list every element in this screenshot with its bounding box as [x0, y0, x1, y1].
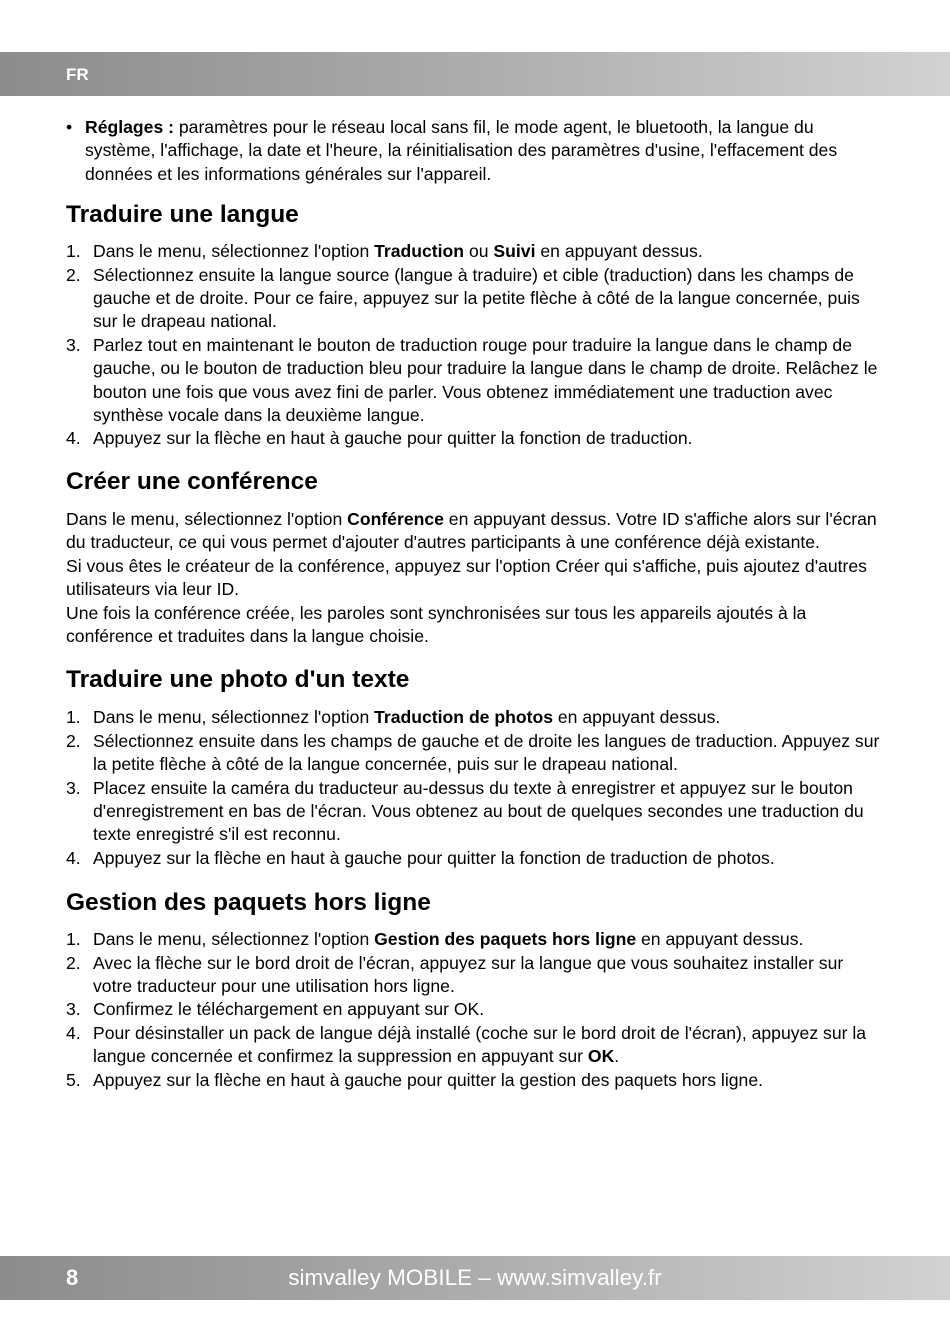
- list-item: 3. Confirmez le téléchargement en appuyant sur OK.: [66, 999, 485, 1020]
- conference-paragraph-3: Une fois la conférence créée, les paroles sont synchronisées sur tous les appareils ajoutés à la conférence et traduites dans la langue choisie.: [66, 602, 807, 646]
- page-content: [66, 116, 886, 1092]
- header-bar: [0, 52, 950, 96]
- bullet-text: paramètres pour le réseau local sans fil, le mode agent, le bluetooth, la langue du système, l'affichage, la date et l'heure, la réinitialisation des paramètres d'usine, l'effacement des données et les informations générales sur l'appareil.: [85, 117, 838, 184]
- section-title-conference: Créer une conférence: [66, 467, 318, 495]
- list-item: 4. Appuyez sur la flèche en haut à gauche pour quitter la fonction de traduction.: [66, 428, 693, 449]
- settings-bullet: [66, 116, 886, 186]
- bullet-icon: •: [66, 117, 73, 137]
- list-item: 1. Dans le menu, sélectionnez l'option Traduction de photos en appuyant dessus.: [66, 707, 721, 728]
- conference-paragraph-2: Si vous êtes le créateur de la conférence, appuyez sur l'option Créer qui s'affiche, puis ajoutez d'autres utilisateurs via leur ID.: [66, 555, 867, 600]
- photo-steps: [66, 706, 886, 870]
- list-item: 2. Sélectionnez ensuite la langue source (langue à traduire) et cible (traduction) dans les champs de gauche et de droite. Pour ce faire, appuyez sur la petite flèche à côté de la langue concernée, puis sur le drapeau national.: [66, 264, 860, 332]
- conference-paragraph-1: Dans le menu, sélectionnez l'option Conférence en appuyant dessus. Votre ID s'affiche alors sur l'écran du traducteur, ce qui vous permet d'ajouter d'autres participants à une conférence déjà existante.: [66, 508, 877, 553]
- list-item: 1. Dans le menu, sélectionnez l'option Traduction ou Suivi en appuyant dessus.: [66, 241, 703, 262]
- footer-bar: [0, 1256, 950, 1300]
- list-item: 3. Parlez tout en maintenant le bouton de traduction rouge pour traduire la langue dans le champ de gauche, ou le bouton de traduction bleu pour traduire la langue dans le champ de droite. Relâchez le bouton une fois que vous avez fini de parler. Vous obtenez immédiatement une traduction avec synthèse vocale dans la deuxième langue.: [66, 334, 878, 426]
- section-title-offline: Gestion des paquets hors ligne: [66, 889, 431, 917]
- language-label: FR: [66, 65, 89, 84]
- list-item: 3. Placez ensuite la caméra du traducteur au-dessus du texte à enregistrer et appuyez sur le bouton d'enregistrement en bas de l'écran. Vous obtenez au bout de quelques secondes une traduction du texte enregistré s'il est reconnu.: [66, 777, 864, 845]
- section-title-photo: Traduire une photo d'un texte: [66, 666, 410, 694]
- translate-steps: [66, 240, 886, 451]
- list-item: 2. Sélectionnez ensuite dans les champs de gauche et de droite les langues de traduction. Appuyez sur la petite flèche à côté de la langue concernée, puis sur le drapeau national.: [66, 730, 880, 775]
- bullet-bold: Réglages :: [85, 117, 174, 137]
- list-item: 4. Pour désinstaller un pack de langue déjà installé (coche sur le bord droit de l'écran), appuyez sur la langue concernée et confirmez la suppression en appuyant sur OK.: [66, 1022, 867, 1067]
- offline-steps: [66, 928, 886, 1092]
- list-item: 1. Dans le menu, sélectionnez l'option Gestion des paquets hors ligne en appuyant dessus.: [66, 929, 804, 950]
- list-item: 2. Avec la flèche sur le bord droit de l'écran, appuyez sur la langue que vous souhaitez installer sur votre traducteur pour une utilisation hors ligne.: [66, 952, 844, 996]
- footer-brand: simvalley MOBILE – www.simvalley.fr: [288, 1265, 662, 1290]
- page-number: 8: [66, 1265, 79, 1290]
- list-item: 4. Appuyez sur la flèche en haut à gauche pour quitter la fonction de traduction de photos.: [66, 847, 775, 868]
- list-item: 5. Appuyez sur la flèche en haut à gauche pour quitter la gestion des paquets hors ligne.: [66, 1069, 763, 1090]
- section-title-translate: Traduire une langue: [66, 201, 299, 229]
